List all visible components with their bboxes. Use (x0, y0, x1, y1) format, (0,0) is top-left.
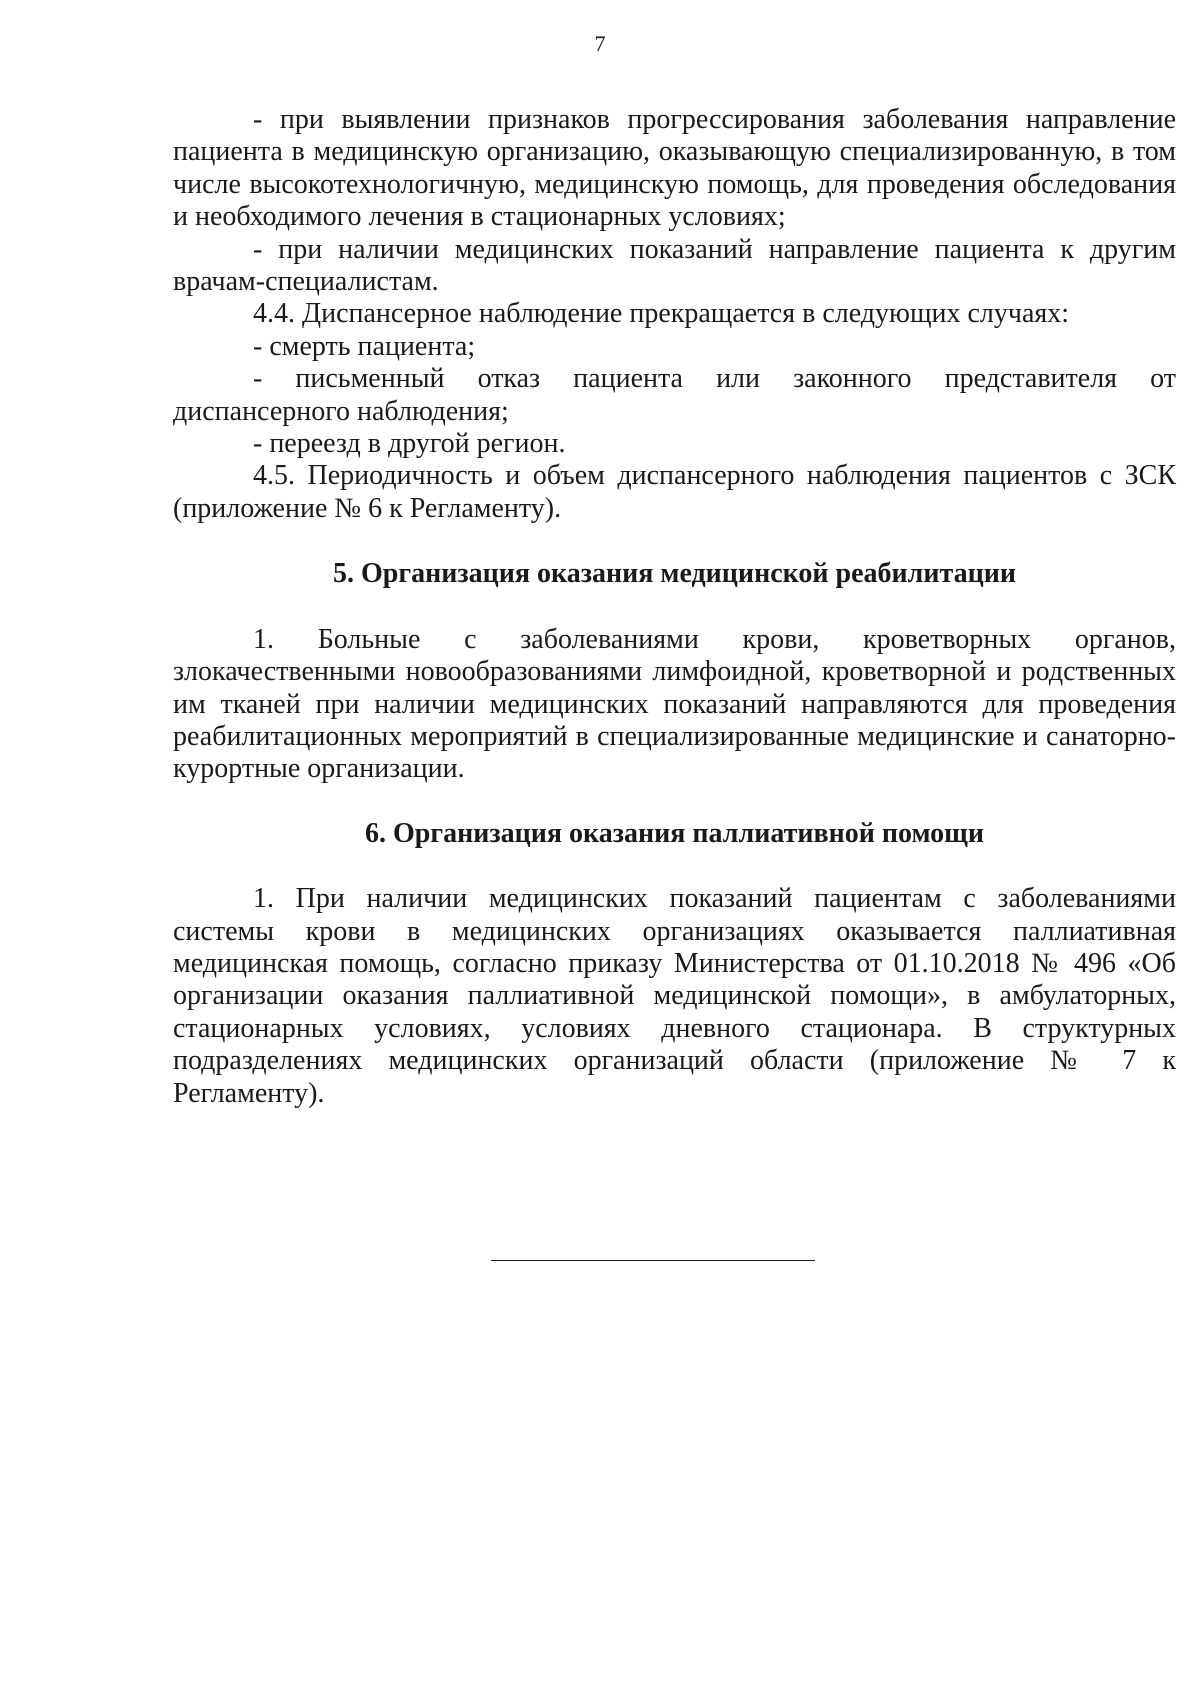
section-6-heading: 6. Организация оказания паллиативной помощи (365, 817, 984, 849)
paragraph-written-refusal: - письменный отказ пациента или законного представителя от диспансерного наблюдения; (173, 363, 1176, 427)
paragraph-patient-death: - смерть пациента; (253, 330, 476, 362)
paragraph-rehabilitation: 1. Больные с заболеваниями крови, кроветворных органов, злокачественными новообразованиями лимфоидной, кроветворной и родственных им тканей при наличии медицинских показаний направляются для проведения реабилитационных мероприятий в специализированные медицинские и санаторно-курортные организации. (173, 623, 1176, 785)
page-number: 7 (594, 31, 606, 56)
paragraph-4-5-periodicity: 4.5. Периодичность и объем диспансерного наблюдения пациентов с ЗСК (приложение № 6 к Регламенту). (173, 460, 1176, 524)
spacer (173, 591, 1176, 624)
section-5-heading: 5. Организация оказания медицинской реабилитации (333, 558, 1016, 590)
end-of-document-line (491, 1260, 815, 1261)
document-body (173, 104, 1176, 1110)
paragraph-specialist-referral: - при наличии медицинских показаний направление пациента к другим врачам-специалистам. (173, 233, 1176, 298)
paragraph-progression-referral: - при выявлении признаков прогрессирования заболевания направление пациента в медицинскую организацию, оказывающую специализированную, в том числе высокотехнологичную, медицинскую помощь, для проведения обследования и необходимого лечения в стационарных условиях; (173, 104, 1176, 233)
paragraph-4-4-termination: 4.4. Диспансерное наблюдение прекращается в следующих случаях: (253, 298, 1070, 330)
paragraph-relocation: - переезд в другой регион. (253, 428, 566, 460)
spacer (173, 850, 1176, 883)
paragraph-palliative-care: 1. При наличии медицинских показаний пациентам с заболеваниями системы крови в медицинских организациях оказывается паллиативная медицинская помощь, согласно приказу Министерства от 01.10.2018 № 496 «Об организации оказания паллиативной медицинской помощи», в амбулаторных, стационарных условиях, условиях дневного стационара. В структурных подразделениях медицинских организаций области (приложение № 7 к Регламенту). (173, 883, 1176, 1109)
spacer (173, 786, 1176, 818)
spacer (173, 525, 1176, 558)
